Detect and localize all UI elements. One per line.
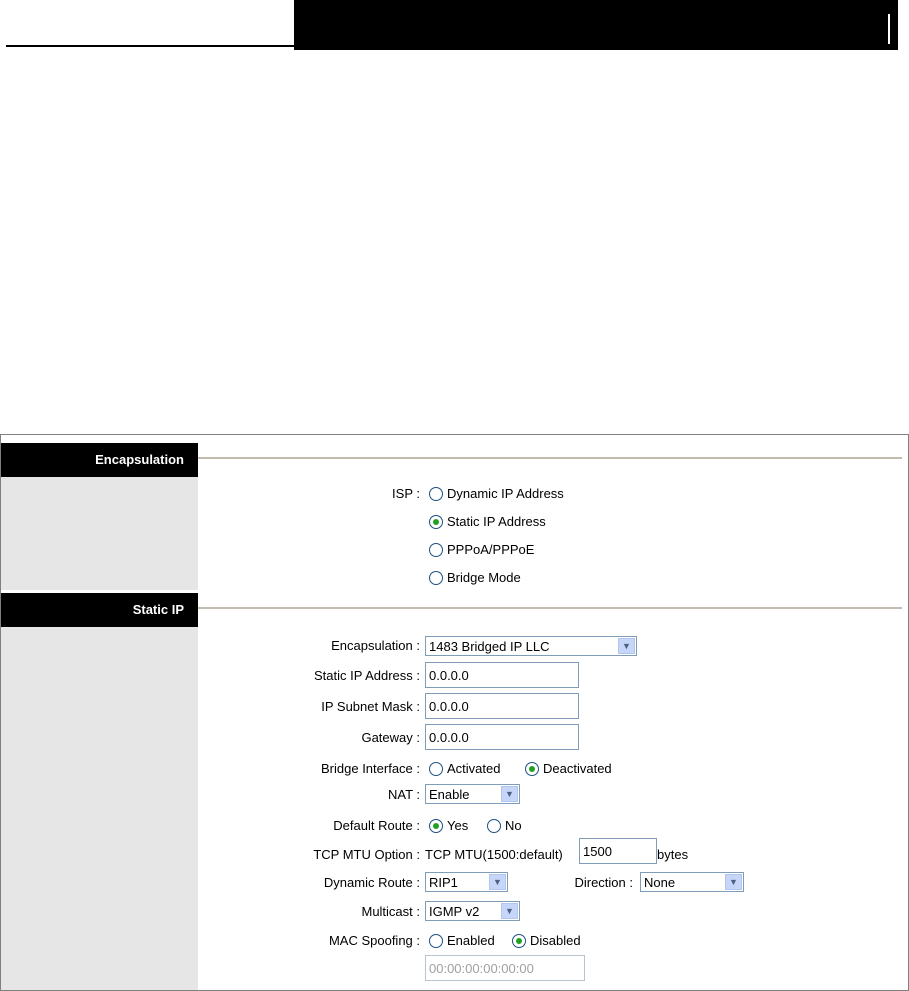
header-bar [294,0,898,50]
bridge-activated-label: Activated [447,761,501,776]
static-ip-section-title: Static IP [132,602,184,617]
direction-select-value: None [644,874,676,890]
bridge-interface-label: Bridge Interface : [321,761,420,776]
default-route-yes-option[interactable] [429,818,468,833]
multicast-select[interactable] [425,901,520,921]
bridge-activated-option[interactable] [429,761,500,776]
nat-select-value: Enable [429,786,470,802]
subnet-mask-label: IP Subnet Mask : [321,699,420,714]
nat-label: NAT : [387,787,420,802]
isp-option-static-label: Static IP Address [447,514,546,529]
mac-disabled-option[interactable] [512,933,581,948]
mac-enabled-label: Enabled [447,933,495,948]
gateway-input[interactable]: 0.0.0.0 [425,724,579,750]
sidebar-block [1,627,198,990]
isp-option-bridge-label: Bridge Mode [447,570,521,585]
dynamic-route-select-value: RIP1 [429,874,458,890]
isp-option-dynamic-label: Dynamic IP Address [447,486,564,501]
chevron-down-icon[interactable]: ▼ [725,874,742,890]
default-route-yes-label: Yes [447,818,469,833]
encapsulation-label: Encapsulation : [331,638,420,653]
direction-select[interactable] [640,872,744,892]
static-ip-label: Static IP Address : [314,668,420,683]
radio-selected-icon[interactable] [429,515,443,529]
radio-icon[interactable] [429,487,443,501]
chevron-down-icon[interactable]: ▼ [501,903,518,919]
isp-label: ISP : [392,486,420,501]
static-ip-section-header [1,593,198,627]
header-notch [888,14,890,44]
radio-icon[interactable] [429,543,443,557]
nat-select[interactable] [425,784,520,804]
radio-selected-icon[interactable] [512,934,526,948]
tcp-mtu-text: TCP MTU(1500:default) [425,847,563,862]
isp-option-bridge[interactable] [429,570,521,585]
static-ip-input[interactable]: 0.0.0.0 [425,662,579,688]
sidebar-block [1,477,198,590]
radio-selected-icon[interactable] [429,819,443,833]
isp-option-dynamic[interactable] [429,486,564,501]
dynamic-route-select[interactable] [425,872,508,892]
settings-panel [0,434,909,991]
encapsulation-section-header [1,443,198,477]
gateway-label: Gateway : [361,730,420,745]
radio-icon[interactable] [487,819,501,833]
mac-enabled-option[interactable] [429,933,495,948]
bridge-deactivated-label: Deactivated [543,761,612,776]
subnet-mask-input[interactable]: 0.0.0.0 [425,693,579,719]
default-route-no-label: No [505,818,522,833]
encapsulation-select[interactable] [425,636,637,656]
mac-spoofing-label: MAC Spoofing : [328,933,420,948]
radio-icon[interactable] [429,571,443,585]
radio-icon[interactable] [429,934,443,948]
default-route-label: Default Route : [333,818,420,833]
mac-address-input[interactable]: 00:00:00:00:00:00 [425,955,585,981]
multicast-label: Multicast : [361,904,420,919]
radio-icon[interactable] [429,762,443,776]
isp-option-static[interactable] [429,514,546,529]
mac-disabled-label: Disabled [530,933,581,948]
multicast-select-value: IGMP v2 [429,903,480,919]
chevron-down-icon[interactable]: ▼ [489,874,506,890]
chevron-down-icon[interactable]: ▼ [501,786,518,802]
default-route-no-option[interactable] [487,818,522,833]
encapsulation-section-title: Encapsulation [95,452,184,467]
chevron-down-icon[interactable]: ▼ [618,638,635,654]
tcp-mtu-label: TCP MTU Option : [313,847,420,862]
encapsulation-select-value: 1483 Bridged IP LLC [429,638,550,654]
isp-option-pppoa[interactable] [429,542,534,557]
header-rule [6,45,294,47]
encapsulation-section-rule [198,457,902,459]
direction-label: Direction : [574,875,633,890]
dynamic-route-label: Dynamic Route : [323,875,420,890]
tcp-mtu-input[interactable]: 1500 [579,838,657,864]
radio-selected-icon[interactable] [525,762,539,776]
static-ip-section-rule [198,607,902,609]
tcp-mtu-unit: bytes [657,847,689,862]
isp-option-pppoa-label: PPPoA/PPPoE [447,542,535,557]
bridge-deactivated-option[interactable] [525,761,612,776]
